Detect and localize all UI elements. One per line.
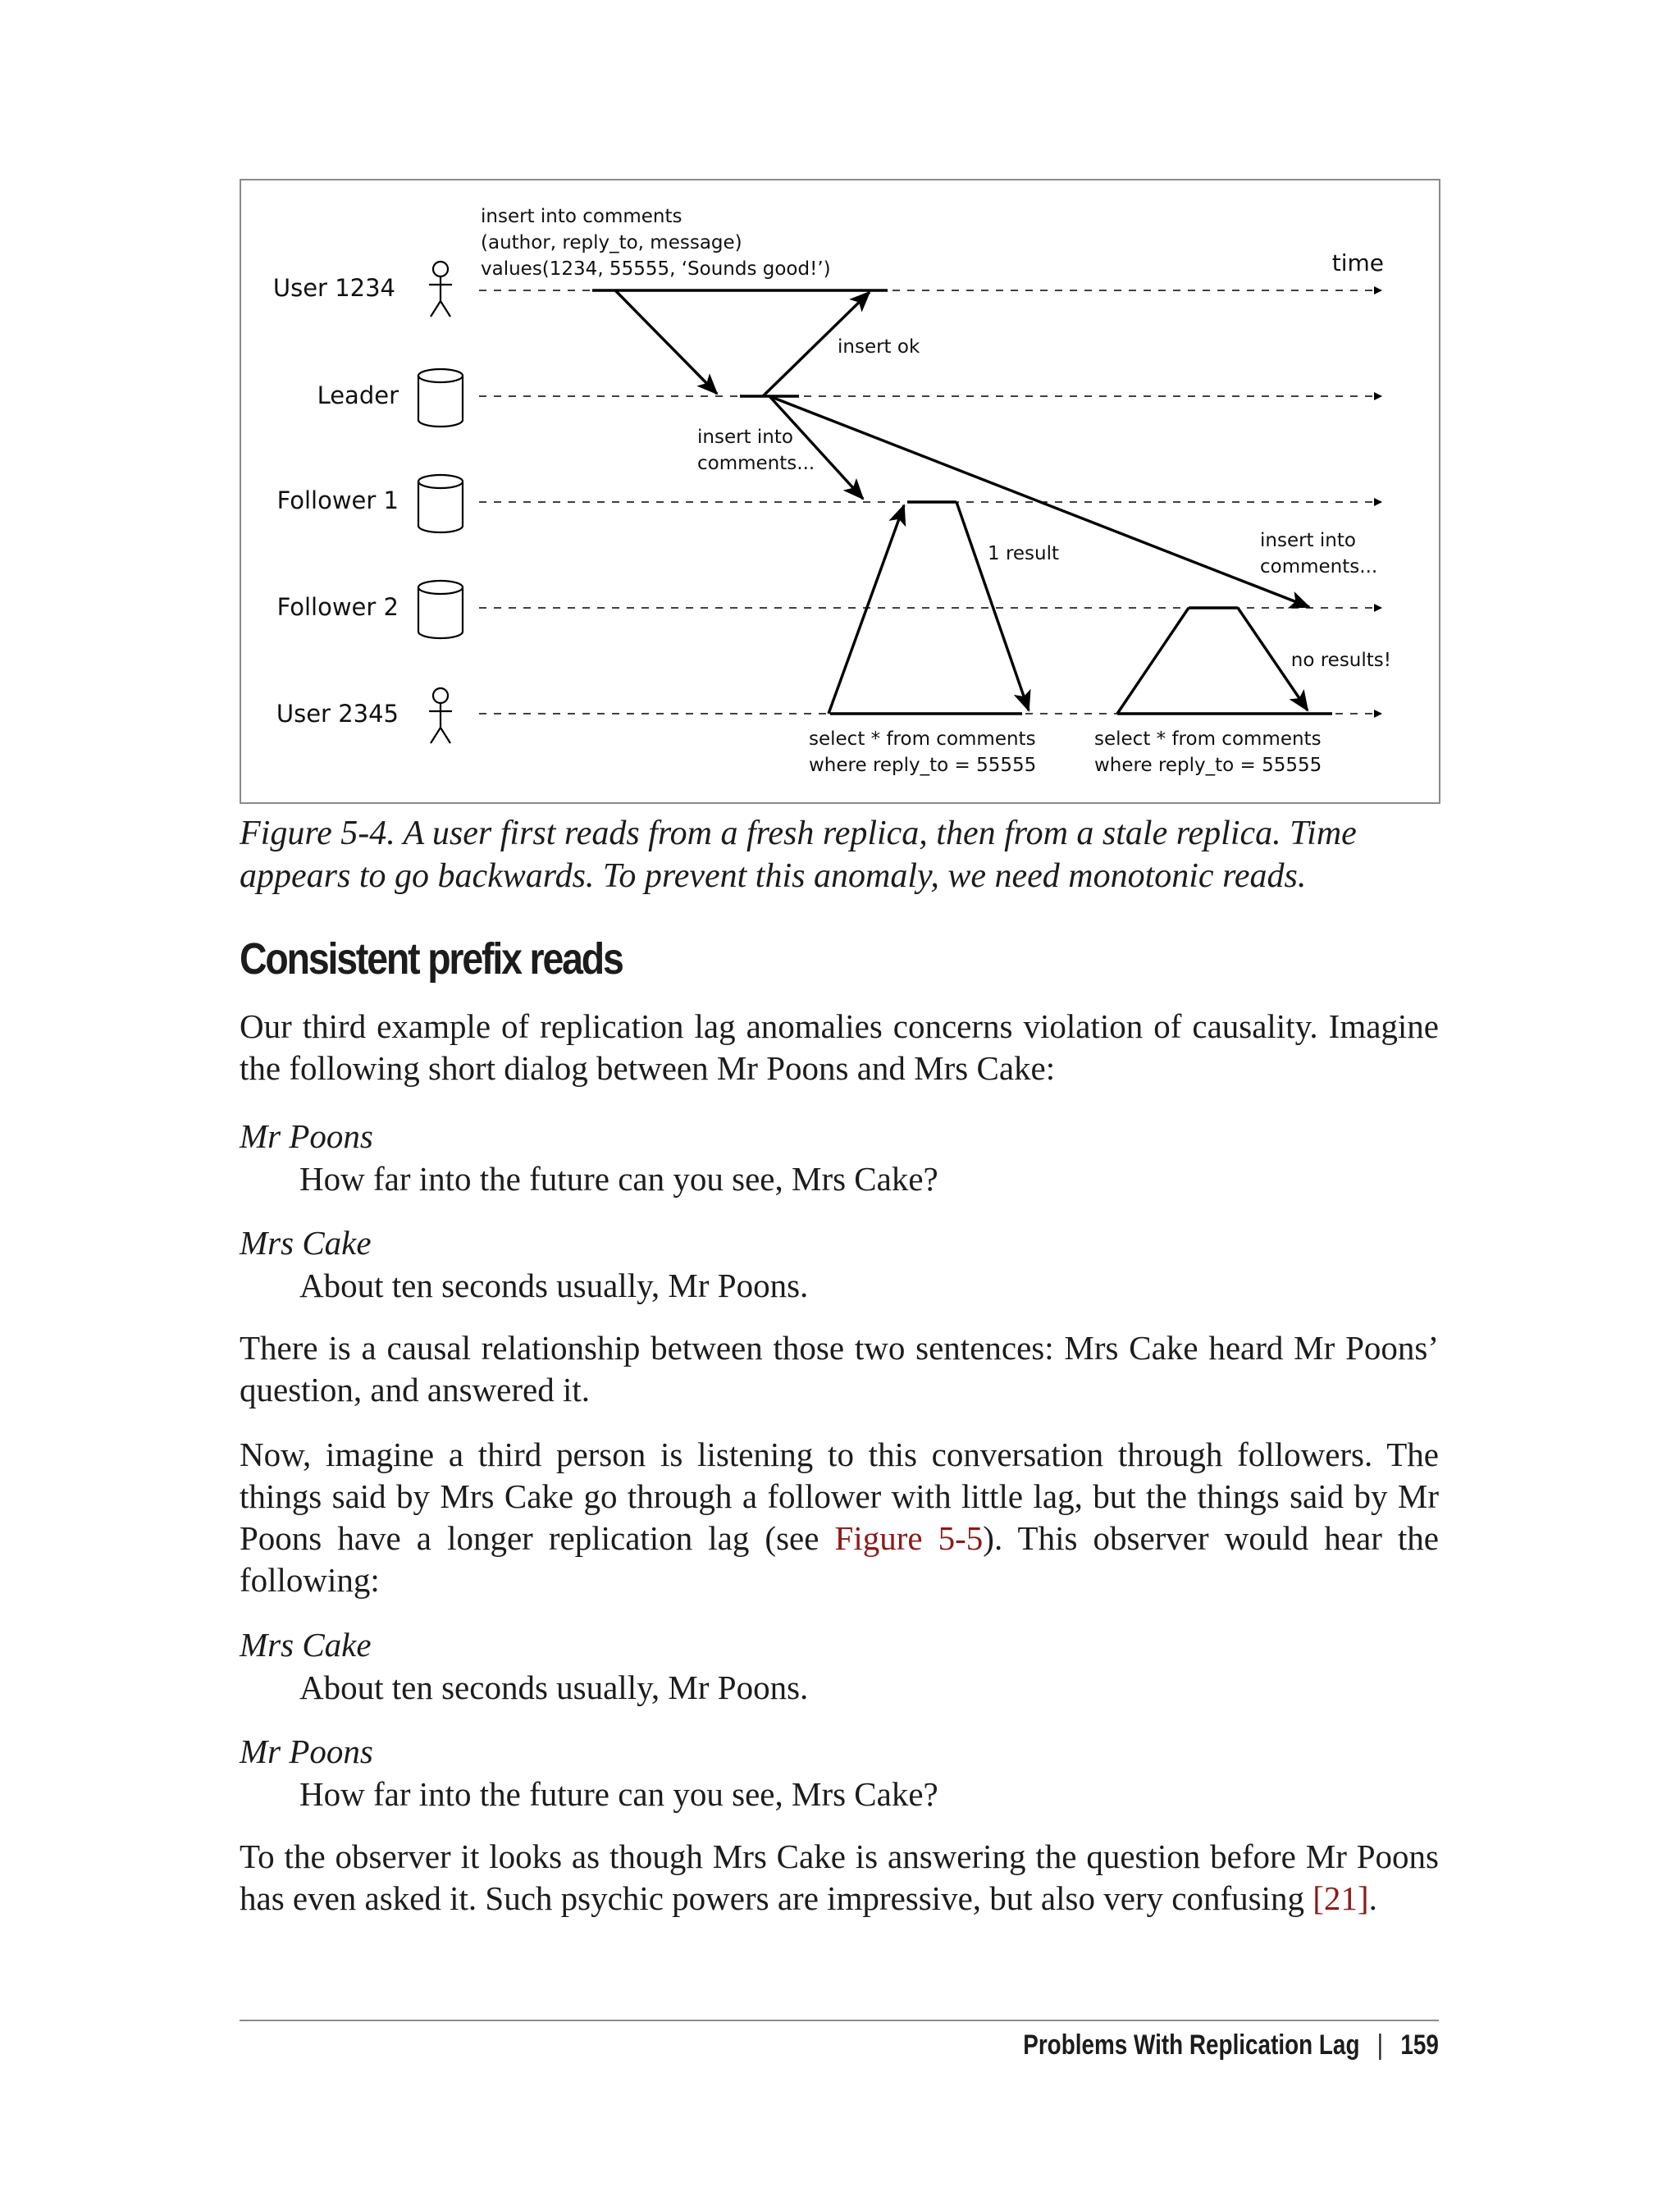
closing-paragraph-text-2: .	[1368, 1879, 1377, 1917]
footer-rule	[240, 2020, 1439, 2021]
closing-paragraph-text-1: To the observer it looks as though Mrs Cake is answering the question before Mr Poons has even asked it. Such psychic powers are impressive, but also very confusing	[240, 1838, 1439, 1917]
database-icon	[418, 475, 463, 532]
select-query-2-line-2: where reply_to = 55555	[1094, 755, 1322, 776]
user-icon	[429, 688, 452, 743]
page-footer	[1023, 2029, 1439, 2061]
replicate-follower-1-label-line-2: comments...	[697, 453, 815, 474]
insert-query-line-3: values(1234, 55555, ‘Sounds good!’)	[481, 258, 831, 280]
dialog-1-speaker-2: Mrs Cake	[240, 1224, 372, 1262]
insert-ok-label: insert ok	[838, 336, 920, 358]
read-request-2-line	[1117, 608, 1189, 714]
dialog-2-line-1: About ten seconds usually, Mr Poons.	[299, 1669, 809, 1706]
intro-paragraph: Our third example of replication lag anomalies concerns violation of causality. Imagine the following short dialog between Mr Poons and Mrs Cake:	[240, 1007, 1439, 1087]
row-label-user-2345: User 2345	[276, 700, 399, 728]
dialog-2-line-2: How far into the future can you see, Mrs Cake?	[299, 1775, 938, 1813]
read-response-1-arrow	[956, 502, 1029, 710]
dialog-2-speaker-2: Mr Poons	[240, 1732, 373, 1770]
row-label-user-1234: User 1234	[272, 274, 395, 302]
select-query-1-line-1: select * from comments	[809, 728, 1036, 750]
dialog-1-speaker-1: Mr Poons	[240, 1117, 373, 1155]
observer-paragraph-text-2: ). This observer would hear the following:	[240, 1519, 1440, 1599]
dialog-1-line-2: About ten seconds usually, Mr Poons.	[299, 1267, 809, 1304]
time-label: time	[1331, 249, 1384, 276]
observer-paragraph	[240, 1434, 1439, 1601]
causal-paragraph: There is a causal relationship between those two sentences: Mrs Cake heard Mr Poons’ question, and answered it.	[240, 1329, 1439, 1408]
figure-caption: Figure 5-4. A user first reads from a fresh replica, then from a stale replica. Time appears to go backwards. To prevent this anomaly, we need monotonic reads.	[240, 815, 1357, 895]
figure-5-5-link[interactable]: Figure 5-5	[834, 1519, 984, 1557]
observer-paragraph-text-1: Now, imagine a third person is listening to this conversation through followers. The things said by Mrs Cake go through a follower with little lag, but the things said by Mr Poons have a longer replication lag (see	[240, 1436, 1439, 1557]
replicate-follower-2-label-line-1: insert into	[1260, 530, 1356, 551]
row-label-follower-2: Follower 2	[276, 593, 399, 621]
dialog-2-speaker-1: Mrs Cake	[240, 1626, 372, 1664]
footer-section-title: Problems With Replication Lag	[1023, 2029, 1360, 2061]
select-query-1-line-2: where reply_to = 55555	[809, 755, 1037, 776]
result-1-label: 1 result	[988, 543, 1060, 564]
replicate-follower-1-label-line-1: insert into	[697, 427, 793, 448]
database-icon	[418, 581, 463, 638]
insert-query-line-1: insert into comments	[481, 206, 682, 227]
replicate-follower-2-label-line-2: comments...	[1260, 556, 1378, 578]
database-icon	[418, 369, 463, 427]
dialog-1-line-1: How far into the future can you see, Mrs Cake?	[299, 1160, 938, 1198]
reference-21-link[interactable]: [21]	[1312, 1879, 1369, 1917]
sequence-diagram	[240, 179, 1440, 804]
result-2-label: no results!	[1290, 650, 1391, 671]
insert-request-arrow	[615, 290, 717, 394]
closing-paragraph	[240, 1836, 1439, 1920]
read-request-1-arrow	[829, 505, 904, 714]
insert-query-line-2: (author, reply_to, message)	[481, 232, 742, 253]
footer-separator: |	[1376, 2029, 1384, 2061]
row-label-leader: Leader	[317, 381, 399, 409]
row-label-follower-1: Follower 1	[276, 486, 399, 514]
user-icon	[429, 262, 452, 317]
page-number: 159	[1400, 2029, 1439, 2061]
diagram-canvas	[241, 180, 1440, 804]
section-heading: Consistent prefix reads	[240, 934, 623, 984]
select-query-2-line-1: select * from comments	[1094, 728, 1322, 750]
